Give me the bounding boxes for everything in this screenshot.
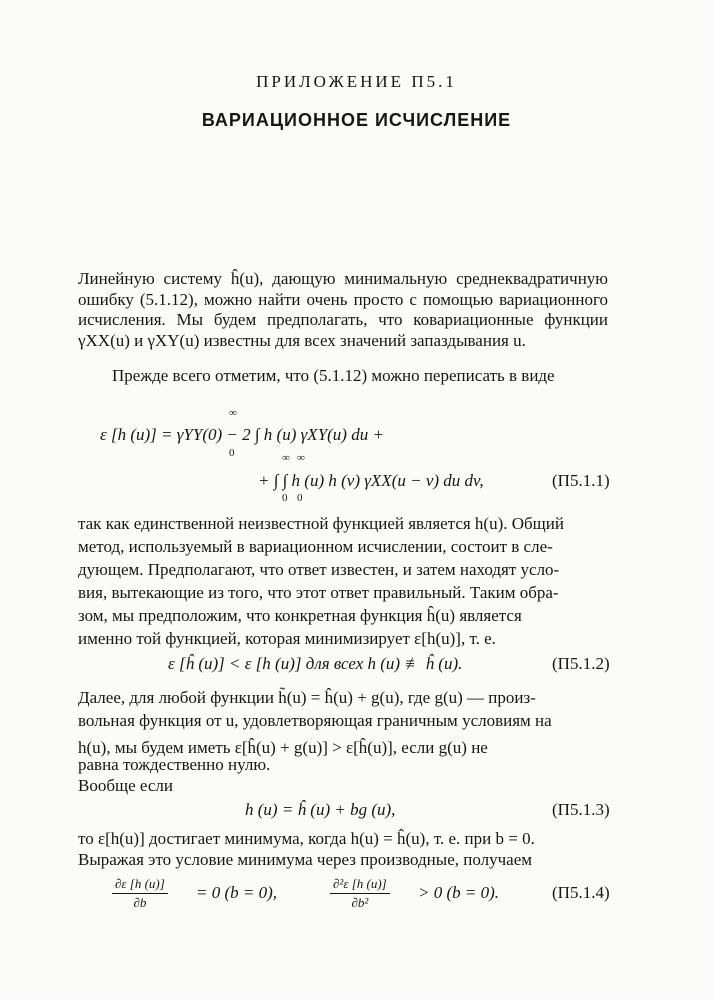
paragraph-generally: Вообще если xyxy=(78,776,173,795)
paragraph-method-3: дующем. Предполагают, что ответ известен, и затем находят усло- xyxy=(78,560,560,579)
appendix-label: ПРИЛОЖЕНИЕ П5.1 xyxy=(256,72,457,91)
equation-4-fraction-2-numerator: ∂²ε [h (u)] xyxy=(330,876,390,894)
equation-4-condition-1: = 0 (b = 0), xyxy=(196,883,278,902)
paragraph-method-5: зом, мы предположим, что конкретная функция ĥ(u) является xyxy=(78,606,522,625)
equation-1-line-2-text: + ∫ ∫ h (u) h (v) γXX(u − v) du dv, xyxy=(258,471,484,490)
equation-3: h (u) = ĥ (u) + bg (u), xyxy=(245,800,396,819)
paragraph-variation-3: h(u), мы будем иметь ε[ĥ(u) + g(u)] > ε[ĥ(u)], если g(u) не xyxy=(78,738,488,757)
equation-3-number: (П5.1.3) xyxy=(552,800,610,819)
paragraph-method-2: метод, используемый в вариационном исчислении, состоит в сле- xyxy=(78,537,553,556)
equation-1-line-1 xyxy=(100,425,384,445)
equation-2-number: (П5.1.2) xyxy=(552,654,610,673)
integral-upper-limit: ∞ xyxy=(229,407,237,419)
paragraph-variation-4: равна тождественно нулю. xyxy=(78,755,271,774)
equation-1-number: (П5.1.1) xyxy=(552,471,610,490)
equation-4-number: (П5.1.4) xyxy=(552,883,610,902)
equation-1-line-2 xyxy=(258,471,484,491)
equation-4-fraction-1 xyxy=(112,876,168,911)
integral-upper-limit-2: ∞ xyxy=(282,452,290,464)
equation-4-fraction-1-denominator: ∂b xyxy=(133,895,147,910)
equation-2: ε [ĥ (u)] < ε [h (u)] для всех h (u) ≢ ĥ (u). xyxy=(168,654,463,673)
paragraph-method-4: вия, вытекающие из того, что этот ответ правильный. Таким обра- xyxy=(78,583,559,602)
integral-upper-limit-3: ∞ xyxy=(297,452,305,464)
equation-4-fraction-2-denominator: ∂b² xyxy=(351,895,369,910)
paragraph-minimum-2: Выражая это условие минимума через производные, получаем xyxy=(78,850,533,869)
equation-1-line-1-text: ε [h (u)] = γYY(0) − 2 ∫ h (u) γXY(u) du + xyxy=(100,425,384,444)
integral-lower-limit: 0 xyxy=(229,447,235,459)
paragraph-method-6: именно той функцией, которая минимизирует ε[h(u)], т. е. xyxy=(78,629,496,648)
paragraph-intro: Линейную систему ĥ(u), дающую минимальную среднеквадратичную ошибку (5.1.12), можно найти очень просто с помощью вариационного исчисления. Мы будем предполагать, что ковариационные функции γXX(u) и γXY(u) известны для всех значений запаздывания u. xyxy=(78,269,608,350)
paragraph-method-1: так как единственной неизвестной функцией является h(u). Общий xyxy=(78,514,564,533)
paragraph-rewrite: Прежде всего отметим, что (5.1.12) можно переписать в виде xyxy=(112,366,555,385)
equation-4-condition-2: > 0 (b = 0). xyxy=(418,883,500,902)
equation-4-fraction-2 xyxy=(330,876,390,911)
section-title: ВАРИАЦИОННОЕ ИСЧИСЛЕНИЕ xyxy=(201,110,512,130)
equation-4-fraction-1-numerator: ∂ε [h (u)] xyxy=(112,876,168,894)
integral-lower-limit-3: 0 xyxy=(297,492,303,504)
paragraph-minimum-1: то ε[h(u)] достигает минимума, когда h(u) = ĥ(u), т. е. при b = 0. xyxy=(78,829,535,848)
integral-lower-limit-2: 0 xyxy=(282,492,288,504)
paragraph-variation-2: вольная функция от u, удовлетворяющая граничным условиям на xyxy=(78,711,552,730)
paragraph-variation-1: Далее, для любой функции h̃(u) = ĥ(u) + g(u), где g(u) — произ- xyxy=(78,688,536,707)
